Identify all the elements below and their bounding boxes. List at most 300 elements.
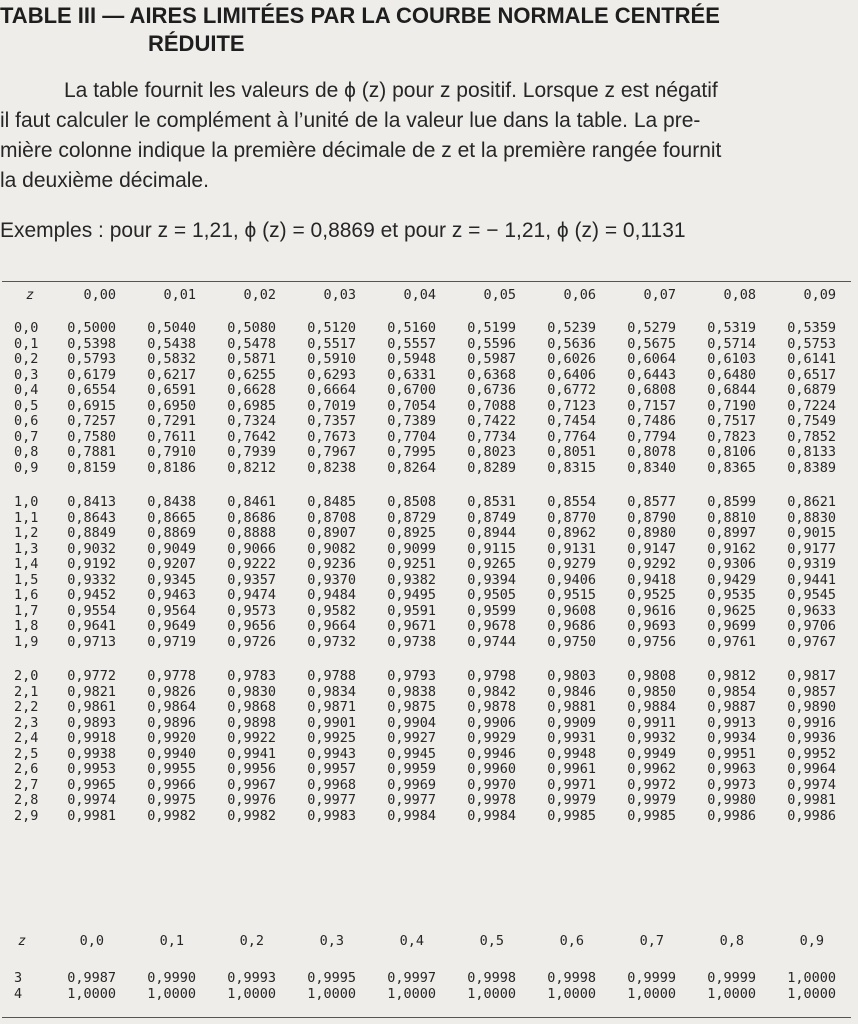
table-cell: 0,9932 — [627, 730, 676, 746]
table-cell: 0,6950 — [147, 397, 196, 414]
column-header: 0,07 — [643, 287, 676, 303]
table-cell: 0,9738 — [387, 633, 436, 650]
table-cell: 0,9878 — [467, 699, 516, 715]
table-cell: 0,9406 — [547, 571, 596, 588]
table-cell: 0,8643 — [67, 509, 116, 526]
table-cell: 0,5478 — [227, 335, 276, 352]
table-cell: 0,9726 — [227, 633, 276, 650]
table-cell: 0,9484 — [307, 587, 356, 603]
table-cell: 0,9961 — [547, 761, 596, 777]
table-cell: 0,9887 — [707, 699, 756, 715]
row-z-value: 3 — [14, 970, 23, 986]
table-cell: 0,7019 — [307, 397, 356, 414]
column-header: 0,09 — [803, 287, 836, 303]
table-cell: 0,9998 — [547, 970, 596, 986]
table-cell: 0,9913 — [707, 714, 756, 731]
table-cell: 0,6772 — [547, 382, 596, 398]
table-cell: 0,7088 — [467, 397, 516, 414]
row-z-value: 2,5 — [14, 745, 39, 762]
table-cell: 0,9890 — [787, 699, 836, 715]
table-cell: 0,9812 — [707, 668, 756, 684]
table-cell: 0,7157 — [627, 397, 676, 414]
table-cell: 0,9846 — [547, 683, 596, 700]
table-cell: 0,9778 — [147, 668, 196, 684]
table-cell: 0,9931 — [547, 730, 596, 746]
table-cell: 0,8686 — [227, 509, 276, 526]
table-cell: 0,9554 — [67, 602, 116, 619]
table-cell: 0,9977 — [387, 792, 436, 808]
table-cell: 0,8051 — [547, 444, 596, 460]
table-cell: 0,7734 — [467, 428, 516, 445]
table-cell: 0,9993 — [227, 970, 276, 986]
table-cell: 0,6103 — [707, 351, 756, 367]
table-cell: 0,7123 — [547, 397, 596, 414]
table-cell: 0,8980 — [627, 525, 676, 541]
table-cell: 0,9357 — [227, 571, 276, 588]
row-z-value: 2,9 — [14, 807, 39, 824]
table-cell: 0,9761 — [707, 633, 756, 650]
table-cell: 0,7054 — [387, 397, 436, 414]
table-cell: 0,5636 — [547, 335, 596, 352]
table-cell: 0,8413 — [67, 494, 116, 510]
table-cell: 0,9893 — [67, 714, 116, 731]
table-cell: 0,5517 — [307, 335, 356, 352]
table-cell: 0,9706 — [787, 618, 836, 634]
table-cell: 0,9975 — [147, 792, 196, 808]
table-cell: 0,9916 — [787, 714, 836, 731]
table-cell: 0,5987 — [467, 351, 516, 367]
table-cell: 0,9972 — [627, 776, 676, 793]
table-cell: 0,9545 — [787, 587, 836, 603]
row-z-value: 0,1 — [14, 335, 39, 352]
table-cell: 0,8078 — [627, 444, 676, 460]
table-cell: 0,5040 — [147, 320, 196, 336]
table-cell: 0,6985 — [227, 397, 276, 414]
table-cell: 0,5239 — [547, 320, 596, 336]
table-cell: 0,9999 — [707, 970, 756, 986]
table-cell: 0,9898 — [227, 714, 276, 731]
intro-line-2: il faut calculer le complément à l’unité de la valeur lue dans la table. La pre- — [0, 109, 701, 132]
table-cell: 0,5000 — [67, 320, 116, 336]
column-header: 0,4 — [399, 933, 424, 949]
table-cell: 0,8708 — [307, 509, 356, 526]
table-cell: 0,9998 — [467, 970, 516, 986]
column-header: 0,0 — [79, 933, 104, 949]
z-column-header: z — [18, 933, 27, 949]
table-cell: 0,9015 — [787, 525, 836, 541]
row-z-value: 1,3 — [14, 540, 39, 557]
table-cell: 0,8159 — [67, 459, 116, 476]
table-cell: 0,9918 — [67, 730, 116, 746]
table-cell: 0,9693 — [627, 618, 676, 634]
table-cell: 0,7673 — [307, 428, 356, 445]
table-cell: 0,9332 — [67, 571, 116, 588]
table-cell: 0,6700 — [387, 382, 436, 398]
table-cell: 0,7517 — [707, 413, 756, 429]
table-cell: 0,7642 — [227, 428, 276, 445]
row-z-value: 2,2 — [14, 699, 39, 715]
table-cell: 0,8238 — [307, 459, 356, 476]
table-cell: 0,6443 — [627, 366, 676, 383]
table-cell: 0,9987 — [67, 970, 116, 986]
table-cell: 0,8869 — [147, 525, 196, 541]
table-cell: 0,8729 — [387, 509, 436, 526]
table-cell: 0,9927 — [387, 730, 436, 746]
column-header: 0,3 — [319, 933, 344, 949]
table-cell: 0,9564 — [147, 602, 196, 619]
table-cell: 0,8599 — [707, 494, 756, 510]
row-z-value: 0,6 — [14, 413, 39, 429]
table-cell: 0,9319 — [787, 556, 836, 572]
table-cell: 0,9854 — [707, 683, 756, 700]
table-cell: 0,8810 — [707, 509, 756, 526]
table-cell: 0,8186 — [147, 459, 196, 476]
table-cell: 0,8830 — [787, 509, 836, 526]
table-cell: 0,9292 — [627, 556, 676, 572]
table-cell: 0,8485 — [307, 494, 356, 510]
table-cell: 0,8531 — [467, 494, 516, 510]
table-cell: 0,9573 — [227, 602, 276, 619]
table-cell: 0,9984 — [467, 807, 516, 824]
table-cell: 0,9772 — [67, 668, 116, 684]
table-cell: 0,9981 — [787, 792, 836, 808]
table-cell: 1,0000 — [67, 986, 116, 1002]
row-z-value: 0,3 — [14, 366, 39, 383]
table-cell: 0,9838 — [387, 683, 436, 700]
table-cell: 0,9868 — [227, 699, 276, 715]
row-z-value: 1,6 — [14, 587, 39, 603]
table-cell: 0,9236 — [307, 556, 356, 572]
table-cell: 0,7486 — [627, 413, 676, 429]
row-z-value: 1,9 — [14, 633, 39, 650]
table-cell: 0,9732 — [307, 633, 356, 650]
table-cell: 0,9608 — [547, 602, 596, 619]
row-z-value: 0,0 — [14, 320, 39, 336]
table-cell: 0,7580 — [67, 428, 116, 445]
table-cell: 0,9861 — [67, 699, 116, 715]
table-cell: 0,9938 — [67, 745, 116, 762]
table-cell: 0,9970 — [467, 776, 516, 793]
table-cell: 0,9920 — [147, 730, 196, 746]
table-cell: 0,9973 — [707, 776, 756, 793]
table-cell: 0,9505 — [467, 587, 516, 603]
table-cell: 0,9192 — [67, 556, 116, 572]
table-cell: 0,9850 — [627, 683, 676, 700]
table-cell: 0,9783 — [227, 668, 276, 684]
table-cell: 0,9980 — [707, 792, 756, 808]
table-cell: 0,9591 — [387, 602, 436, 619]
table-cell: 0,6480 — [707, 366, 756, 383]
table-cell: 0,8962 — [547, 525, 596, 541]
table-cell: 0,7611 — [147, 428, 196, 445]
table-cell: 0,9177 — [787, 540, 836, 557]
table-cell: 0,9750 — [547, 633, 596, 650]
table-cell: 0,9394 — [467, 571, 516, 588]
table-cell: 0,6179 — [67, 366, 116, 383]
table-cell: 0,9922 — [227, 730, 276, 746]
table-cell: 1,0000 — [147, 986, 196, 1002]
row-z-value: 0,4 — [14, 382, 39, 398]
table-cell: 0,9940 — [147, 745, 196, 762]
table-cell: 0,9821 — [67, 683, 116, 700]
table-cell: 0,9525 — [627, 587, 676, 603]
table-cell: 0,6628 — [227, 382, 276, 398]
table-cell: 0,9966 — [147, 776, 196, 793]
table-cell: 0,9345 — [147, 571, 196, 588]
table-cell: 0,9649 — [147, 618, 196, 634]
row-z-value: 0,9 — [14, 459, 39, 476]
table-cell: 1,0000 — [627, 986, 676, 1002]
table-cell: 0,9686 — [547, 618, 596, 634]
table-cell: 0,9997 — [387, 970, 436, 986]
table-cell: 0,7291 — [147, 413, 196, 429]
table-cell: 0,6736 — [467, 382, 516, 398]
table-cell: 0,8907 — [307, 525, 356, 541]
column-header: 0,02 — [243, 287, 276, 303]
table-cell: 0,8944 — [467, 525, 516, 541]
table-cell: 0,9616 — [627, 602, 676, 619]
table-cell: 0,9222 — [227, 556, 276, 572]
table-cell: 0,8133 — [787, 444, 836, 460]
table-cell: 0,9495 — [387, 587, 436, 603]
intro-paragraph — [0, 76, 848, 196]
table-cell: 0,9719 — [147, 633, 196, 650]
table-cell: 0,5910 — [307, 351, 356, 367]
row-z-value: 4 — [14, 986, 23, 1002]
table-cell: 0,9971 — [547, 776, 596, 793]
example-line: Exemples : pour z = 1,21, ϕ (z) = 0,8869 et pour z = − 1,21, ϕ (z) = 0,1131 — [0, 219, 686, 242]
table-cell: 0,9808 — [627, 668, 676, 684]
table-cell: 0,5871 — [227, 351, 276, 367]
table-cell: 0,9979 — [547, 792, 596, 808]
table-cell: 0,6808 — [627, 382, 676, 398]
table-cell: 0,9884 — [627, 699, 676, 715]
table-cell: 0,9625 — [707, 602, 756, 619]
table-cell: 0,9875 — [387, 699, 436, 715]
table-cell: 0,9959 — [387, 761, 436, 777]
table-cell: 0,9901 — [307, 714, 356, 731]
column-header: 0,9 — [799, 933, 824, 949]
table-cell: 0,9429 — [707, 571, 756, 588]
row-z-value: 2,1 — [14, 683, 39, 700]
table-cell: 0,6217 — [147, 366, 196, 383]
table-cell: 0,8849 — [67, 525, 116, 541]
table-cell: 0,9981 — [67, 807, 116, 824]
table-cell: 0,9909 — [547, 714, 596, 731]
row-z-value: 0,2 — [14, 351, 39, 367]
column-header: 0,7 — [639, 933, 664, 949]
table-cell: 0,6554 — [67, 382, 116, 398]
table-cell: 0,6064 — [627, 351, 676, 367]
table-cell: 0,8749 — [467, 509, 516, 526]
table-cell: 0,9986 — [707, 807, 756, 824]
row-z-value: 1,5 — [14, 571, 39, 588]
table-cell: 0,6331 — [387, 366, 436, 383]
table-cell: 0,9979 — [627, 792, 676, 808]
table-cell: 0,9370 — [307, 571, 356, 588]
column-header: 0,04 — [403, 287, 436, 303]
table-cell: 0,8665 — [147, 509, 196, 526]
row-z-value: 1,2 — [14, 525, 39, 541]
row-z-value: 2,4 — [14, 730, 39, 746]
table-cell: 0,8365 — [707, 459, 756, 476]
table-cell: 0,9582 — [307, 602, 356, 619]
table-cell: 0,9957 — [307, 761, 356, 777]
table-cell: 0,9699 — [707, 618, 756, 634]
table-cell: 1,0000 — [707, 986, 756, 1002]
table-cell: 0,9032 — [67, 540, 116, 557]
table-cell: 0,9049 — [147, 540, 196, 557]
table-cell: 0,6591 — [147, 382, 196, 398]
table-cell: 0,9934 — [707, 730, 756, 746]
table-cell: 0,9599 — [467, 602, 516, 619]
table-cell: 0,9441 — [787, 571, 836, 588]
table-cell: 0,9982 — [147, 807, 196, 824]
table-cell: 0,9857 — [787, 683, 836, 700]
table-cell: 0,7823 — [707, 428, 756, 445]
table-cell: 0,8315 — [547, 459, 596, 476]
table-cell: 0,9834 — [307, 683, 356, 700]
table-cell: 0,9678 — [467, 618, 516, 634]
table-cell: 0,7357 — [307, 413, 356, 429]
table-cell: 0,9967 — [227, 776, 276, 793]
intro-line-3: mière colonne indique la première décimale de z et la première rangée fournit — [0, 139, 722, 162]
normal-table-frame — [2, 281, 851, 1018]
table-cell: 0,9864 — [147, 699, 196, 715]
table-cell: 0,9995 — [307, 970, 356, 986]
table-cell: 0,8508 — [387, 494, 436, 510]
table-cell: 0,7324 — [227, 413, 276, 429]
table-cell: 0,7422 — [467, 413, 516, 429]
table-cell: 0,7881 — [67, 444, 116, 460]
table-title-line-1: TABLE III — AIRES LIMITÉES PAR LA COURBE NORMALE CENTRÉE — [0, 3, 720, 28]
table-cell: 0,7967 — [307, 444, 356, 460]
table-cell: 0,9382 — [387, 571, 436, 588]
table-cell: 0,5557 — [387, 335, 436, 352]
table-cell: 0,8106 — [707, 444, 756, 460]
table-cell: 1,0000 — [307, 986, 356, 1002]
table-cell: 0,9082 — [307, 540, 356, 557]
table-cell: 0,9985 — [547, 807, 596, 824]
table-cell: 0,7764 — [547, 428, 596, 445]
table-cell: 0,9279 — [547, 556, 596, 572]
table-cell: 0,6255 — [227, 366, 276, 383]
table-cell: 0,8888 — [227, 525, 276, 541]
table-cell: 0,9941 — [227, 745, 276, 762]
table-cell: 0,9515 — [547, 587, 596, 603]
table-cell: 0,9265 — [467, 556, 516, 572]
table-cell: 0,5199 — [467, 320, 516, 336]
table-cell: 0,9904 — [387, 714, 436, 731]
column-header: 0,6 — [559, 933, 584, 949]
column-header: 0,5 — [479, 933, 504, 949]
table-cell: 0,5948 — [387, 351, 436, 367]
table-cell: 1,0000 — [227, 986, 276, 1002]
table-cell: 0,8023 — [467, 444, 516, 460]
table-cell: 0,9306 — [707, 556, 756, 572]
table-cell: 1,0000 — [467, 986, 516, 1002]
table-cell: 0,9906 — [467, 714, 516, 731]
table-cell: 0,5793 — [67, 351, 116, 367]
row-z-value: 2,3 — [14, 714, 39, 731]
table-cell: 0,9952 — [787, 745, 836, 762]
table-cell: 0,9951 — [707, 745, 756, 762]
table-cell: 0,9983 — [307, 807, 356, 824]
table-cell: 0,9871 — [307, 699, 356, 715]
table-cell: 0,9671 — [387, 618, 436, 634]
column-header: 0,08 — [723, 287, 756, 303]
table-cell: 0,9955 — [147, 761, 196, 777]
table-cell: 0,9911 — [627, 714, 676, 731]
table-cell: 0,9977 — [307, 792, 356, 808]
column-header: 0,8 — [719, 933, 744, 949]
table-cell: 1,0000 — [547, 986, 596, 1002]
table-cell: 0,6293 — [307, 366, 356, 383]
table-cell: 0,7389 — [387, 413, 436, 429]
table-cell: 0,8340 — [627, 459, 676, 476]
row-z-value: 2,0 — [14, 668, 39, 684]
table-cell: 0,9969 — [387, 776, 436, 793]
table-cell: 0,5279 — [627, 320, 676, 336]
table-cell: 0,9115 — [467, 540, 516, 557]
table-cell: 0,6879 — [787, 382, 836, 398]
table-cell: 0,9162 — [707, 540, 756, 557]
table-cell: 0,9066 — [227, 540, 276, 557]
table-cell: 0,7257 — [67, 413, 116, 429]
row-z-value: 2,8 — [14, 792, 39, 808]
table-cell: 0,9147 — [627, 540, 676, 557]
table-cell: 0,9978 — [467, 792, 516, 808]
table-cell: 0,8925 — [387, 525, 436, 541]
table-title — [0, 2, 850, 58]
table-cell: 0,9945 — [387, 745, 436, 762]
table-cell: 0,8212 — [227, 459, 276, 476]
row-z-value: 0,7 — [14, 428, 39, 445]
row-z-value: 1,0 — [14, 494, 39, 510]
table-cell: 0,8770 — [547, 509, 596, 526]
table-cell: 0,6368 — [467, 366, 516, 383]
table-cell: 0,8389 — [787, 459, 836, 476]
table-cell: 0,5080 — [227, 320, 276, 336]
table-cell: 0,9803 — [547, 668, 596, 684]
table-cell: 0,9656 — [227, 618, 276, 634]
table-cell: 0,7995 — [387, 444, 436, 460]
row-z-value: 2,6 — [14, 761, 39, 777]
table-cell: 0,8577 — [627, 494, 676, 510]
table-cell: 1,0000 — [787, 970, 836, 986]
table-cell: 0,6844 — [707, 382, 756, 398]
table-cell: 0,7794 — [627, 428, 676, 445]
table-cell: 0,9925 — [307, 730, 356, 746]
row-z-value: 1,4 — [14, 556, 39, 572]
table-cell: 0,9881 — [547, 699, 596, 715]
table-cell: 0,5319 — [707, 320, 756, 336]
table-title-line-2: RÉDUITE — [148, 31, 245, 56]
table-cell: 0,8997 — [707, 525, 756, 541]
table-cell: 0,5675 — [627, 335, 676, 352]
table-cell: 0,8621 — [787, 494, 836, 510]
table-cell: 0,9986 — [787, 807, 836, 824]
row-z-value: 0,5 — [14, 397, 39, 414]
table-cell: 0,9756 — [627, 633, 676, 650]
table-cell: 0,6406 — [547, 366, 596, 383]
table-cell: 0,9463 — [147, 587, 196, 603]
table-cell: 0,9948 — [547, 745, 596, 762]
column-header: 0,01 — [163, 287, 196, 303]
table-cell: 0,8264 — [387, 459, 436, 476]
table-cell: 0,8438 — [147, 494, 196, 510]
table-cell: 0,5832 — [147, 351, 196, 367]
